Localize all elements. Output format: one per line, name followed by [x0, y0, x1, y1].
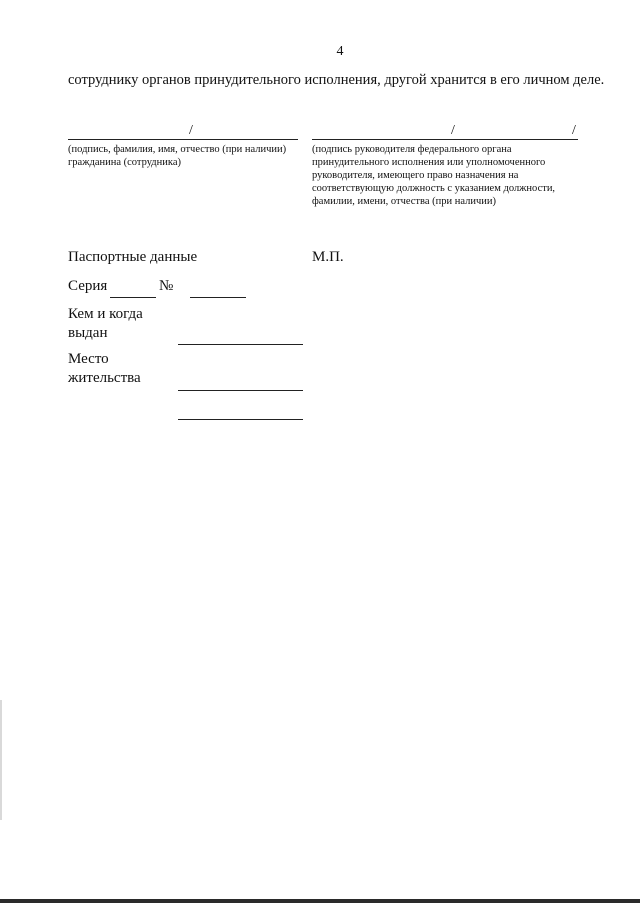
- series-label: Серия: [68, 278, 108, 294]
- stamp-label: М.П.: [312, 249, 344, 265]
- signature-caption-right: (подпись руководителя федерального органа принудительного исполнения или уполномоченного руководителя, имеющего право назначения на соответствующую должность с указанием должности, фамилии, имени, отчества (при наличии): [312, 144, 556, 207]
- scan-edge-bottom: [0, 899, 640, 903]
- passport-title: Паспортные данные: [68, 249, 198, 265]
- signature-separator-right-2: /: [572, 123, 576, 138]
- residence-field-line-1: [178, 390, 303, 391]
- signature-separator-left: /: [189, 123, 193, 138]
- signature-caption-left: (подпись, фамилия, имя, отчество (при наличии) гражданина (сотрудника): [68, 144, 287, 168]
- number-field-line: [190, 297, 246, 298]
- issued-field-line: [178, 344, 303, 345]
- residence-label: Место жительства: [68, 351, 141, 386]
- residence-field-line-2: [178, 419, 303, 420]
- signature-line-right: [312, 139, 578, 140]
- page-number: 4: [336, 44, 344, 59]
- issued-label: Кем и когда выдан: [68, 306, 143, 341]
- scan-edge-left: [0, 700, 2, 820]
- number-label: №: [159, 278, 174, 294]
- signature-line-left: [68, 139, 298, 140]
- series-field-line: [110, 297, 156, 298]
- signature-separator-right-1: /: [451, 123, 455, 138]
- body-paragraph: сотруднику органов принудительного исполнения, другой хранится в его личном деле.: [68, 72, 605, 88]
